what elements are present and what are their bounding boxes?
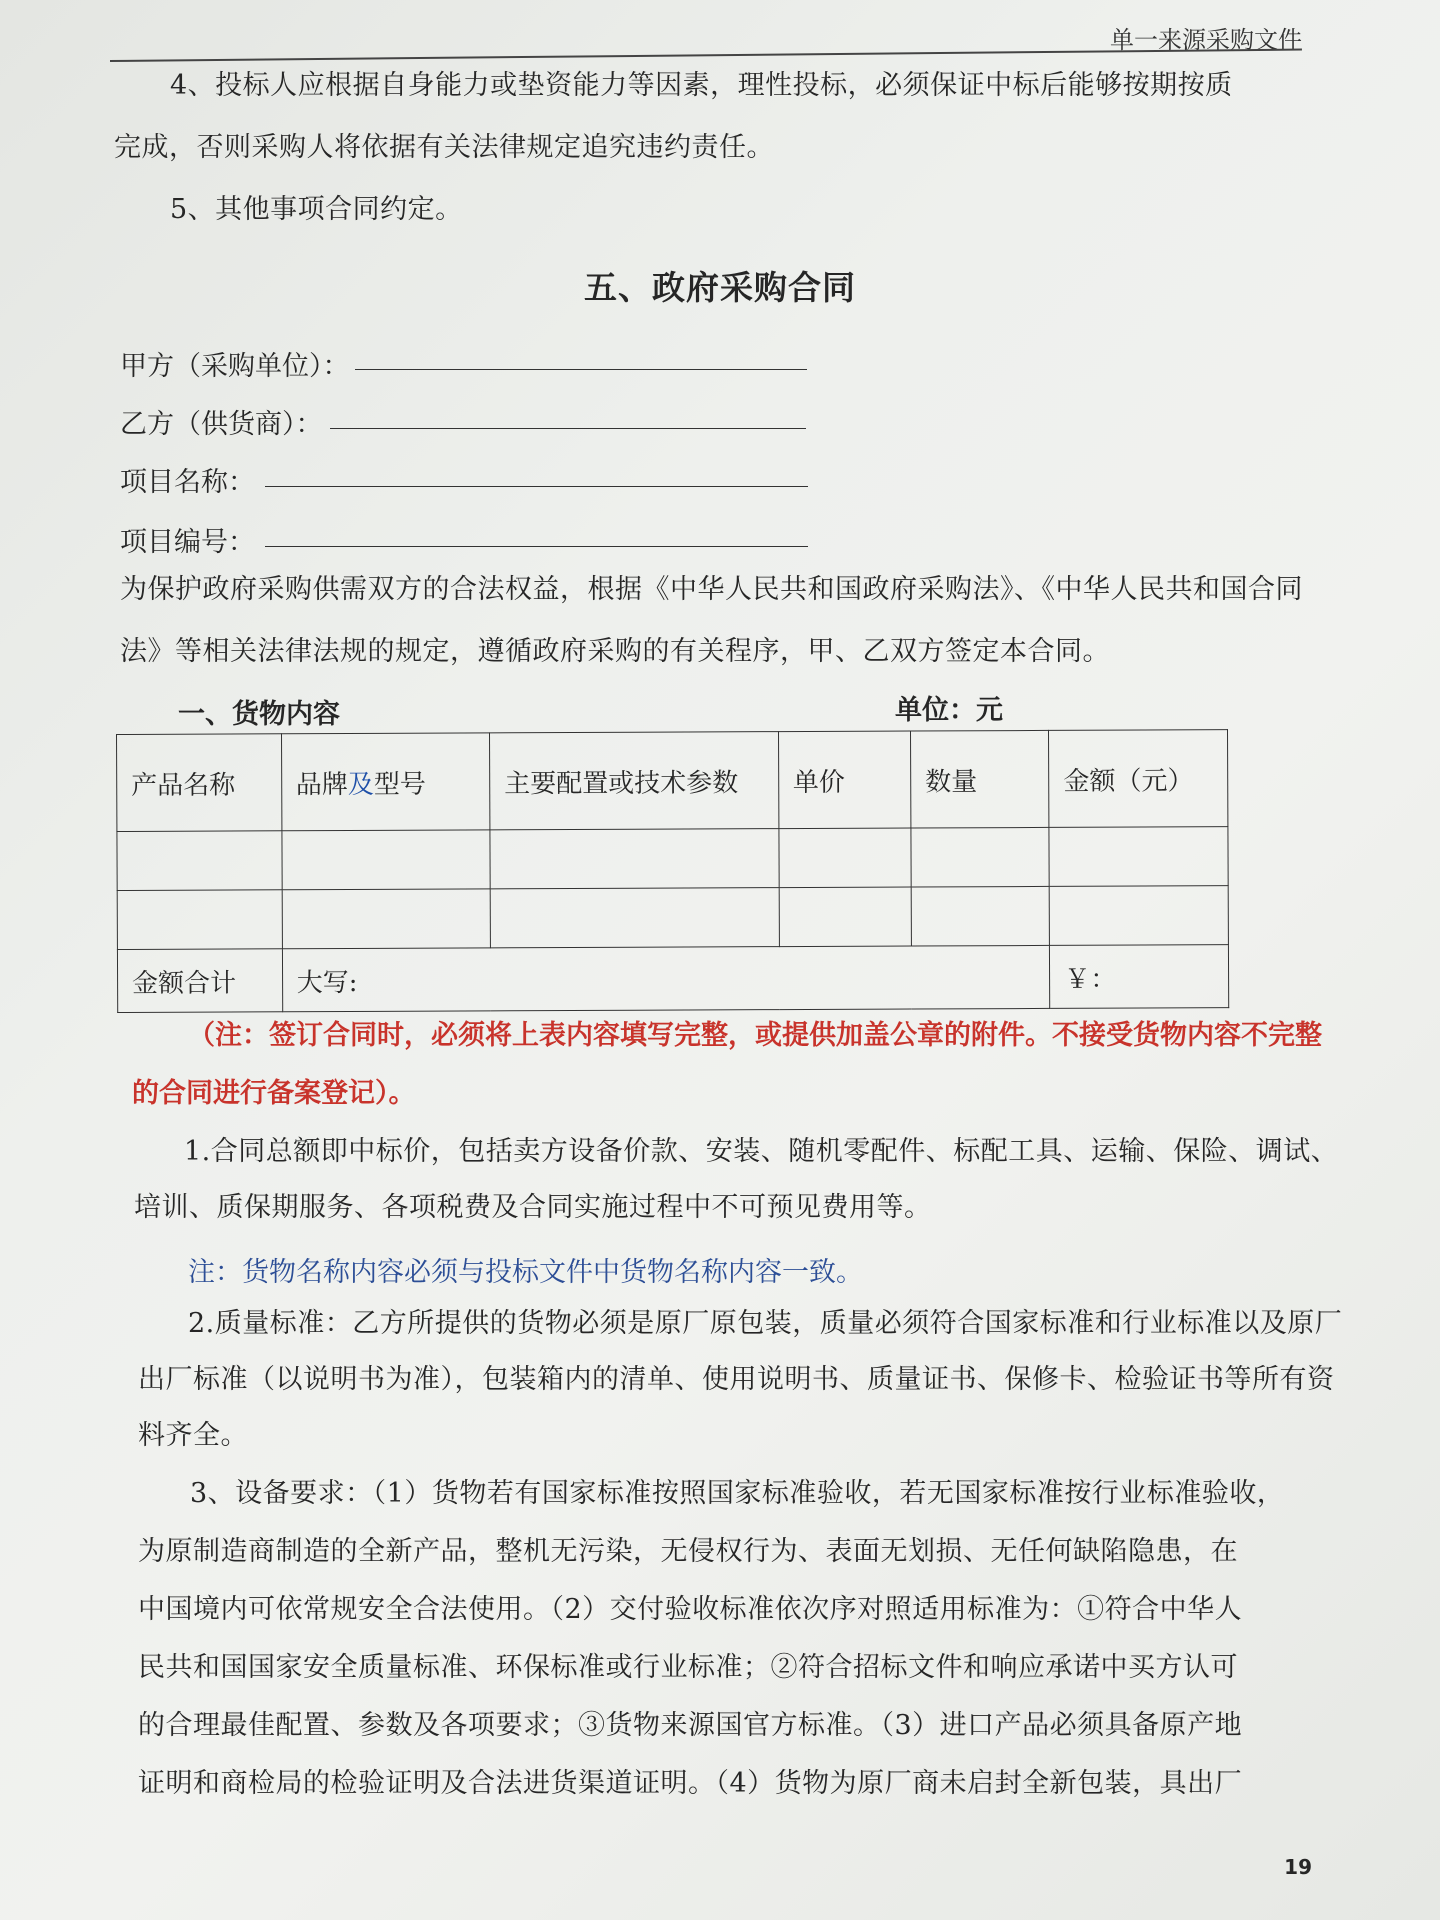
header-title: 单一来源采购文件	[1110, 26, 1302, 54]
table-cell[interactable]	[779, 887, 912, 947]
table-cell[interactable]	[282, 830, 491, 890]
item-4-line2: 完成，否则采购人将依据有关法律规定追究违约责任。	[114, 132, 774, 163]
col-brand-text: 品牌	[295, 769, 348, 800]
party-a-field[interactable]	[355, 369, 807, 370]
header-divider	[110, 49, 1302, 62]
project-name-label: 项目名称：	[120, 467, 255, 498]
uppercase-label: 大写:	[296, 967, 358, 998]
preamble-line2: 法》等相关法律法规的规定，遵循政府采购的有关程序，甲、乙双方签定本合同。	[120, 636, 1110, 667]
preamble-line1: 为保护政府采购供需双方的合法权益，根据《中华人民共和国政府采购法》、《中华人民共和国合同	[120, 574, 1303, 605]
table-cell[interactable]	[911, 886, 1050, 946]
section-title: 五、政府采购合同	[584, 268, 856, 307]
table-total-row	[117, 945, 1228, 1013]
table-cell[interactable]	[1049, 886, 1228, 946]
project-number-field[interactable]	[265, 546, 808, 547]
table-row	[117, 886, 1228, 950]
clause2-line1: 2.质量标准：乙方所提供的货物必须是原厂原包装，质量必须符合国家标准和行业标准以及原厂	[188, 1308, 1343, 1339]
table-cell[interactable]	[1049, 827, 1228, 887]
goods-table	[116, 729, 1229, 1013]
col-unit-price: 单价	[778, 731, 911, 829]
table-cell[interactable]	[911, 827, 1050, 887]
clause3-line1: 3、设备要求：（1）货物若有国家标准按照国家标准验收，若无国家标准按行业标准验收，	[190, 1478, 1285, 1509]
item-4-line1: 4、投标人应根据自身能力或垫资能力等因素，理性投标，必须保证中标后能够按期按质	[170, 70, 1233, 101]
table-header-row	[117, 730, 1228, 832]
page-number: 19	[1284, 1855, 1312, 1879]
yen-label: ￥：	[1064, 964, 1117, 995]
total-label: 金额合计	[117, 949, 282, 1013]
project-name-field[interactable]	[265, 486, 808, 487]
clause3-line4: 民共和国国家安全质量标准、环保标准或行业标准；②符合招标文件和响应承诺中买方认可	[138, 1652, 1238, 1683]
col-config: 主要配置或技术参数	[489, 732, 778, 830]
clause3-line3: 中国境内可依常规安全合法使用。（2）交付验收标准依次序对照适用标准为：①符合中华人	[138, 1594, 1243, 1625]
clause1-line1: 1.合同总额即中标价，包括卖方设备价款、安装、随机零配件、标配工具、运输、保险、调试、	[184, 1136, 1339, 1167]
col-quantity: 数量	[910, 730, 1049, 828]
project-number-label: 项目编号：	[120, 527, 255, 558]
table-cell[interactable]	[282, 889, 491, 949]
party-a-label: 甲方（采购单位）：	[120, 351, 350, 382]
party-b-label: 乙方（供货商）：	[120, 409, 323, 440]
table-row	[117, 827, 1228, 891]
col-product-name: 产品名称	[117, 734, 282, 832]
table-cell[interactable]	[117, 890, 282, 950]
table-cell[interactable]	[490, 888, 779, 948]
red-note-line2: 的合同进行备案登记）。	[132, 1078, 416, 1109]
unit-label: 单位：元	[895, 695, 1003, 726]
blue-note: 注：货物名称内容必须与投标文件中货物名称内容一致。	[188, 1257, 863, 1288]
clause2-line3: 料齐全。	[138, 1420, 248, 1451]
clause3-line5: 的合理最佳配置、参数及各项要求；③货物来源国官方标准。（3）进口产品必须具备原产地	[138, 1710, 1243, 1741]
clause1-line2: 培训、质保期服务、各项税费及合同实施过程中不可预见费用等。	[134, 1192, 932, 1223]
clause3-line6: 证明和商检局的检验证明及合法进货渠道证明。（4）货物为原厂商未启封全新包装，具出厂	[138, 1768, 1243, 1799]
table-cell[interactable]	[117, 831, 282, 891]
col-brand-and-text: 及	[347, 769, 374, 800]
col-model-text: 型号	[373, 769, 426, 800]
clause2-line2: 出厂标准（以说明书为准），包装箱内的清单、使用说明书、质量证书、保修卡、检验证书等所有资	[138, 1364, 1335, 1395]
item-5: 5、其他事项合同约定。	[170, 194, 463, 225]
table-cell[interactable]	[490, 829, 779, 889]
col-brand-model	[281, 733, 490, 831]
clause3-line2: 为原制造商制造的全新产品，整机无污染，无侵权行为、表面无划损、无任何缺陷隐患，在	[138, 1536, 1238, 1567]
table-cell[interactable]	[779, 828, 912, 888]
goods-heading: 一、货物内容	[178, 699, 340, 730]
uppercase-amount-cell[interactable]	[282, 945, 1050, 1011]
red-note-line1: （注：签订合同时，必须将上表内容填写完整，或提供加盖公章的附件。不接受货物内容不完整	[188, 1020, 1322, 1051]
party-b-field[interactable]	[330, 428, 806, 429]
yen-amount-cell[interactable]	[1050, 945, 1229, 1009]
col-amount: 金额（元）	[1049, 730, 1228, 828]
